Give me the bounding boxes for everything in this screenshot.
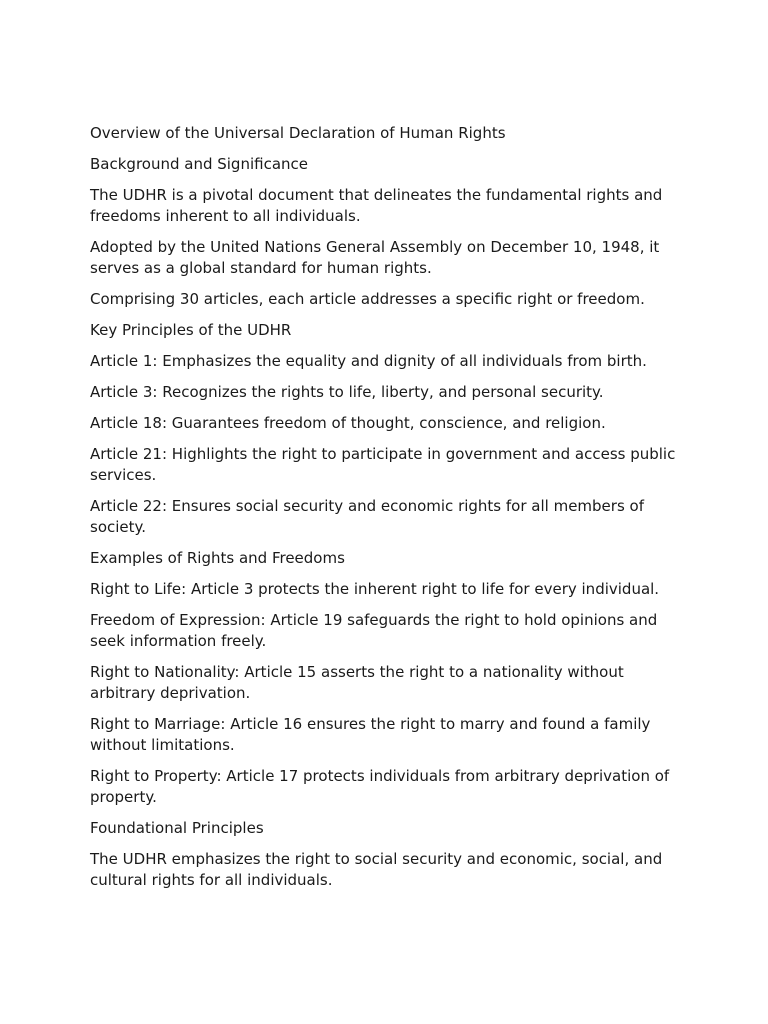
- paragraph-adoption: Adopted by the United Nations General Assembly on December 10, 1948, it serves as a global standard for human rights.: [90, 238, 660, 277]
- section-heading-key-principles: Key Principles of the UDHR: [90, 321, 292, 339]
- paragraph-article-21: Article 21: Highlights the right to participate in government and access public services.: [90, 445, 676, 484]
- section-heading-foundational: Foundational Principles: [90, 819, 264, 837]
- paragraph-right-to-nationality: Right to Nationality: Article 15 asserts the right to a nationality without arbitrary deprivation.: [90, 663, 624, 702]
- section-heading-examples: Examples of Rights and Freedoms: [90, 549, 345, 567]
- paragraph-article-1: Article 1: Emphasizes the equality and dignity of all individuals from birth.: [90, 352, 647, 370]
- paragraph-article-3: Article 3: Recognizes the rights to life, liberty, and personal security.: [90, 383, 604, 401]
- paragraph-right-to-property: Right to Property: Article 17 protects individuals from arbitrary deprivation of property.: [90, 767, 670, 806]
- section-heading-background: Background and Significance: [90, 155, 308, 173]
- paragraph-articles-count: Comprising 30 articles, each article addresses a specific right or freedom.: [90, 290, 645, 308]
- paragraph-article-22: Article 22: Ensures social security and economic rights for all members of society.: [90, 497, 644, 536]
- paragraph-article-18: Article 18: Guarantees freedom of thought, conscience, and religion.: [90, 414, 606, 432]
- paragraph-right-to-marriage: Right to Marriage: Article 16 ensures the right to marry and found a family without limitations.: [90, 715, 651, 754]
- paragraph-social-security: The UDHR emphasizes the right to social security and economic, social, and cultural rights for all individuals.: [90, 850, 663, 889]
- paragraph-freedom-of-expression: Freedom of Expression: Article 19 safeguards the right to hold opinions and seek information freely.: [90, 611, 658, 650]
- document-page: [90, 123, 680, 901]
- document-title: Overview of the Universal Declaration of Human Rights: [90, 124, 506, 142]
- paragraph-udhr-definition: The UDHR is a pivotal document that delineates the fundamental rights and freedoms inherent to all individuals.: [90, 186, 663, 225]
- paragraph-right-to-life: Right to Life: Article 3 protects the inherent right to life for every individual.: [90, 580, 660, 598]
